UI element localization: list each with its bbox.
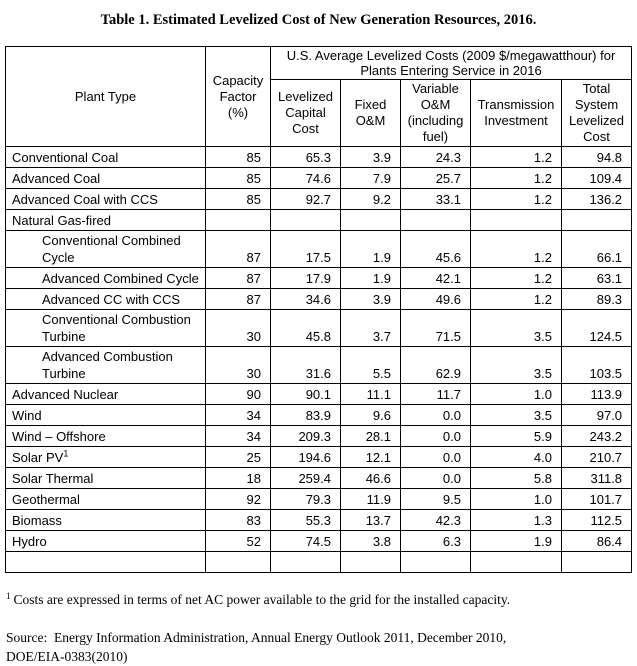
value-cell: 85 [206,189,271,210]
value-cell: 3.9 [341,147,401,168]
col-header-capacity-factor: Capacity Factor (%) [206,47,271,147]
value-cell: 1.2 [471,268,562,289]
value-cell: 103.5 [562,347,632,384]
col-group-header-avg-levelized-costs: U.S. Average Levelized Costs (2009 $/megawatthour) for Plants Entering Service in 2016 [271,47,632,80]
value-cell: 17.5 [271,231,341,268]
value-cell: 3.5 [471,347,562,384]
value-cell: 12.1 [341,447,401,468]
value-cell: 30 [206,310,271,347]
value-cell: 24.3 [401,147,471,168]
value-cell: 5.9 [471,426,562,447]
value-cell: 42.1 [401,268,471,289]
value-cell [471,210,562,231]
value-cell: 87 [206,289,271,310]
value-cell: 92.7 [271,189,341,210]
col-header-fixed-om: Fixed O&M [341,80,401,147]
table-row [6,384,632,405]
value-cell [206,210,271,231]
value-cell: 34 [206,405,271,426]
value-cell [562,552,632,573]
value-cell: 0.0 [401,447,471,468]
value-cell: 136.2 [562,189,632,210]
value-cell: 71.5 [401,310,471,347]
value-cell: 11.7 [401,384,471,405]
value-cell [341,552,401,573]
value-cell: 66.1 [562,231,632,268]
value-cell: 89.3 [562,289,632,310]
table-header [6,47,632,147]
plant-type-cell: Wind [6,405,206,426]
value-cell: 83.9 [271,405,341,426]
value-cell: 1.9 [341,268,401,289]
value-cell: 13.7 [341,510,401,531]
value-cell: 83 [206,510,271,531]
col-header-variable-om: Variable O&M (including fuel) [401,80,471,147]
table-row [6,531,632,552]
value-cell: 109.4 [562,168,632,189]
value-cell: 113.9 [562,384,632,405]
table-row [6,447,632,468]
plant-type-cell: Natural Gas-fired [6,210,206,231]
value-cell: 1.2 [471,189,562,210]
plant-type-cell: Conventional Combined Cycle [6,231,206,268]
value-cell: 6.3 [401,531,471,552]
value-cell: 3.5 [471,310,562,347]
value-cell [401,210,471,231]
value-cell: 34.6 [271,289,341,310]
footnote-reference: 1 [63,448,69,459]
value-cell: 90.1 [271,384,341,405]
table-row [6,289,632,310]
plant-type-cell [6,552,206,573]
table-row [6,489,632,510]
value-cell: 17.9 [271,268,341,289]
plant-type-cell: Conventional Combustion Turbine [6,310,206,347]
value-cell: 33.1 [401,189,471,210]
value-cell: 85 [206,168,271,189]
value-cell: 55.3 [271,510,341,531]
value-cell: 18 [206,468,271,489]
value-cell: 62.9 [401,347,471,384]
plant-type-cell: Geothermal [6,489,206,510]
value-cell: 210.7 [562,447,632,468]
plant-type-cell: Advanced Combined Cycle [6,268,206,289]
value-cell: 30 [206,347,271,384]
footnote [6,590,528,609]
value-cell: 42.3 [401,510,471,531]
value-cell: 0.0 [401,468,471,489]
value-cell: 28.1 [341,426,401,447]
value-cell [271,210,341,231]
plant-type-cell: Solar $PV^1$ [6,447,206,468]
value-cell: 86.4 [562,531,632,552]
value-cell: 34 [206,426,271,447]
value-cell: 85 [206,147,271,168]
value-cell: 1.0 [471,489,562,510]
value-cell: 52 [206,531,271,552]
value-cell: 25 [206,447,271,468]
value-cell: 11.1 [341,384,401,405]
table-row [6,347,632,384]
value-cell: 1.2 [471,147,562,168]
plant-type-cell: Wind – Offshore [6,426,206,447]
value-cell: 112.5 [562,510,632,531]
plant-type-cell: Advanced Combustion Turbine [6,347,206,384]
value-cell: 94.8 [562,147,632,168]
footnote-text: Costs are expressed in terms of net AC power available to the grid for the installed capacity. [13,592,511,607]
value-cell: 209.3 [271,426,341,447]
levelized-cost-table [5,46,632,573]
value-cell: 9.6 [341,405,401,426]
table-row [6,268,632,289]
table-row [6,426,632,447]
value-cell: 3.7 [341,310,401,347]
table-row [6,231,632,268]
value-cell: 74.5 [271,531,341,552]
table-row [6,310,632,347]
value-cell: 90 [206,384,271,405]
value-cell [562,210,632,231]
value-cell: 31.6 [271,347,341,384]
value-cell: 101.7 [562,489,632,510]
value-cell: 1.0 [471,384,562,405]
value-cell: 11.9 [341,489,401,510]
value-cell: 124.5 [562,310,632,347]
table-row [6,552,632,573]
value-cell: 1.2 [471,289,562,310]
value-cell: 0.0 [401,405,471,426]
source-note: Source: Energy Information Administration, Annual Energy Outlook 2011, December 2010, DOE/EIA-0383(2010) [6,630,510,664]
table-row [6,168,632,189]
value-cell: 311.8 [562,468,632,489]
value-cell [341,210,401,231]
value-cell: 259.4 [271,468,341,489]
plant-type-cell: Solar Thermal [6,468,206,489]
table-row [6,510,632,531]
plant-type-cell: Advanced Coal [6,168,206,189]
table-row [6,210,632,231]
value-cell: 25.7 [401,168,471,189]
value-cell: 1.9 [341,231,401,268]
value-cell: 45.6 [401,231,471,268]
table-title: Table 1. Estimated Levelized Cost of New Generation Resources, 2016. [100,12,537,28]
value-cell: 87 [206,268,271,289]
value-cell: 65.3 [271,147,341,168]
table-body [6,147,632,573]
plant-type-cell: Biomass [6,510,206,531]
value-cell: 1.2 [471,231,562,268]
value-cell: 5.5 [341,347,401,384]
value-cell: 49.6 [401,289,471,310]
plant-type-cell: Conventional Coal [6,147,206,168]
plant-type-cell: Advanced Nuclear [6,384,206,405]
col-header-levelized-capital-cost: Levelized Capital Cost [271,80,341,147]
value-cell: 1.3 [471,510,562,531]
footnote-marker: 1 [6,590,11,601]
plant-type-cell: Advanced CC with CCS [6,289,206,310]
value-cell: 1.2 [471,168,562,189]
table-row [6,405,632,426]
value-cell: 87 [206,231,271,268]
table-row [6,189,632,210]
value-cell: 63.1 [562,268,632,289]
value-cell: 3.9 [341,289,401,310]
value-cell [271,552,341,573]
value-cell: 79.3 [271,489,341,510]
value-cell: 3.5 [471,405,562,426]
value-cell: 46.6 [341,468,401,489]
value-cell: 5.8 [471,468,562,489]
value-cell: 74.6 [271,168,341,189]
value-cell [471,552,562,573]
value-cell: 9.5 [401,489,471,510]
value-cell: 194.6 [271,447,341,468]
value-cell: 92 [206,489,271,510]
value-cell: 243.2 [562,426,632,447]
value-cell [206,552,271,573]
value-cell: 3.8 [341,531,401,552]
value-cell: 45.8 [271,310,341,347]
value-cell: 0.0 [401,426,471,447]
table-row [6,147,632,168]
plant-type-cell: Advanced Coal with CCS [6,189,206,210]
value-cell: 97.0 [562,405,632,426]
col-header-plant-type: Plant Type [6,47,206,147]
value-cell: 9.2 [341,189,401,210]
value-cell: 7.9 [341,168,401,189]
plant-type-cell: Hydro [6,531,206,552]
table-row [6,468,632,489]
value-cell [401,552,471,573]
col-header-transmission-investment: Transmission Investment [471,80,562,147]
value-cell: 4.0 [471,447,562,468]
value-cell: 1.9 [471,531,562,552]
col-header-total-system-levelized-cost: Total System Levelized Cost [562,80,632,147]
